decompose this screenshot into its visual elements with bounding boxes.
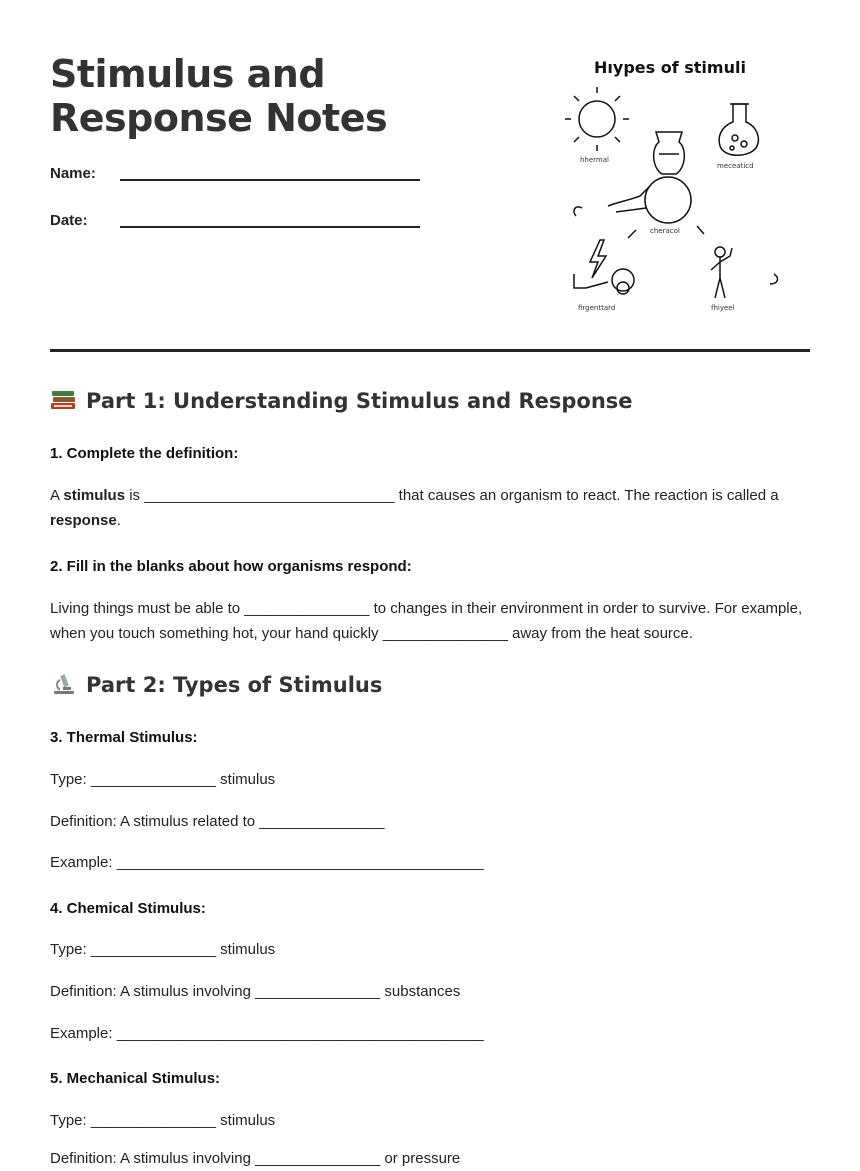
part2-heading-text: Part 2: Types of Stimulus bbox=[86, 673, 383, 697]
arrow-icon bbox=[770, 274, 777, 284]
hand-circle-icon bbox=[608, 177, 691, 223]
q1-text: A stimulus is ______________________________ that causes an organism to react. The reaction is called a response. bbox=[50, 487, 779, 529]
term-response: response bbox=[50, 512, 117, 529]
beaker-icon bbox=[654, 132, 685, 174]
q3-definition: Definition: A stimulus related to _______________ bbox=[50, 813, 385, 830]
name-label: Name: bbox=[50, 165, 96, 182]
arrow-icon bbox=[574, 207, 582, 216]
q5-label: 5. Mechanical Stimulus: bbox=[50, 1070, 221, 1087]
page-title: Stimulus and Response Notes bbox=[50, 52, 388, 140]
part1-heading bbox=[50, 389, 633, 413]
term-stimulus: stimulus bbox=[63, 487, 126, 504]
q5-definition: Definition: A stimulus involving _______________ or pressure bbox=[50, 1150, 461, 1167]
q3-type: Type: _______________ stimulus bbox=[50, 771, 276, 788]
date-line[interactable] bbox=[120, 226, 420, 228]
q2-label: 2. Fill in the blanks about how organisms respond: bbox=[50, 558, 412, 575]
illustration-title: Hıypes of stimuli bbox=[594, 58, 746, 77]
q3-label: 3. Thermal Stimulus: bbox=[50, 729, 198, 746]
date-field[interactable] bbox=[50, 212, 120, 229]
caption-chemical: cheracol bbox=[650, 227, 680, 235]
stimuli-illustration bbox=[560, 56, 790, 318]
stimuli-drawing bbox=[560, 56, 790, 318]
q4-type: Type: _______________ stimulus bbox=[50, 941, 276, 958]
caption-physical: fhiyeel bbox=[711, 304, 735, 312]
name-line[interactable] bbox=[120, 179, 420, 181]
q1-label: 1. Complete the definition: bbox=[50, 445, 239, 462]
q4-example: Example: ____________________________________________ bbox=[50, 1025, 484, 1042]
lightning-icon bbox=[574, 240, 634, 294]
header-divider bbox=[50, 349, 810, 352]
flask-icon bbox=[719, 104, 758, 155]
caption-thermal: hhermal bbox=[580, 156, 609, 164]
books-icon bbox=[50, 389, 78, 411]
sun-icon bbox=[565, 87, 629, 151]
q4-label: 4. Chemical Stimulus: bbox=[50, 900, 206, 917]
caption-mechanical: meceaticd bbox=[717, 162, 754, 170]
q5-type: Type: _______________ stimulus bbox=[50, 1112, 276, 1129]
part2-heading bbox=[50, 673, 382, 697]
person-icon bbox=[711, 247, 732, 298]
name-field[interactable] bbox=[50, 165, 120, 182]
q2-text: Living things must be able to _______________ to changes in their environment in order to survive. For example, when you touch something hot, your hand quickly _______________ away from the heat source. bbox=[50, 600, 803, 642]
date-label: Date: bbox=[50, 212, 88, 229]
caption-light: firgenttard bbox=[578, 304, 616, 312]
microscope-icon bbox=[50, 673, 78, 695]
q4-definition: Definition: A stimulus involving _______________ substances bbox=[50, 983, 461, 1000]
part1-heading-text: Part 1: Understanding Stimulus and Response bbox=[86, 389, 633, 413]
q3-example: Example: ____________________________________________ bbox=[50, 854, 484, 871]
